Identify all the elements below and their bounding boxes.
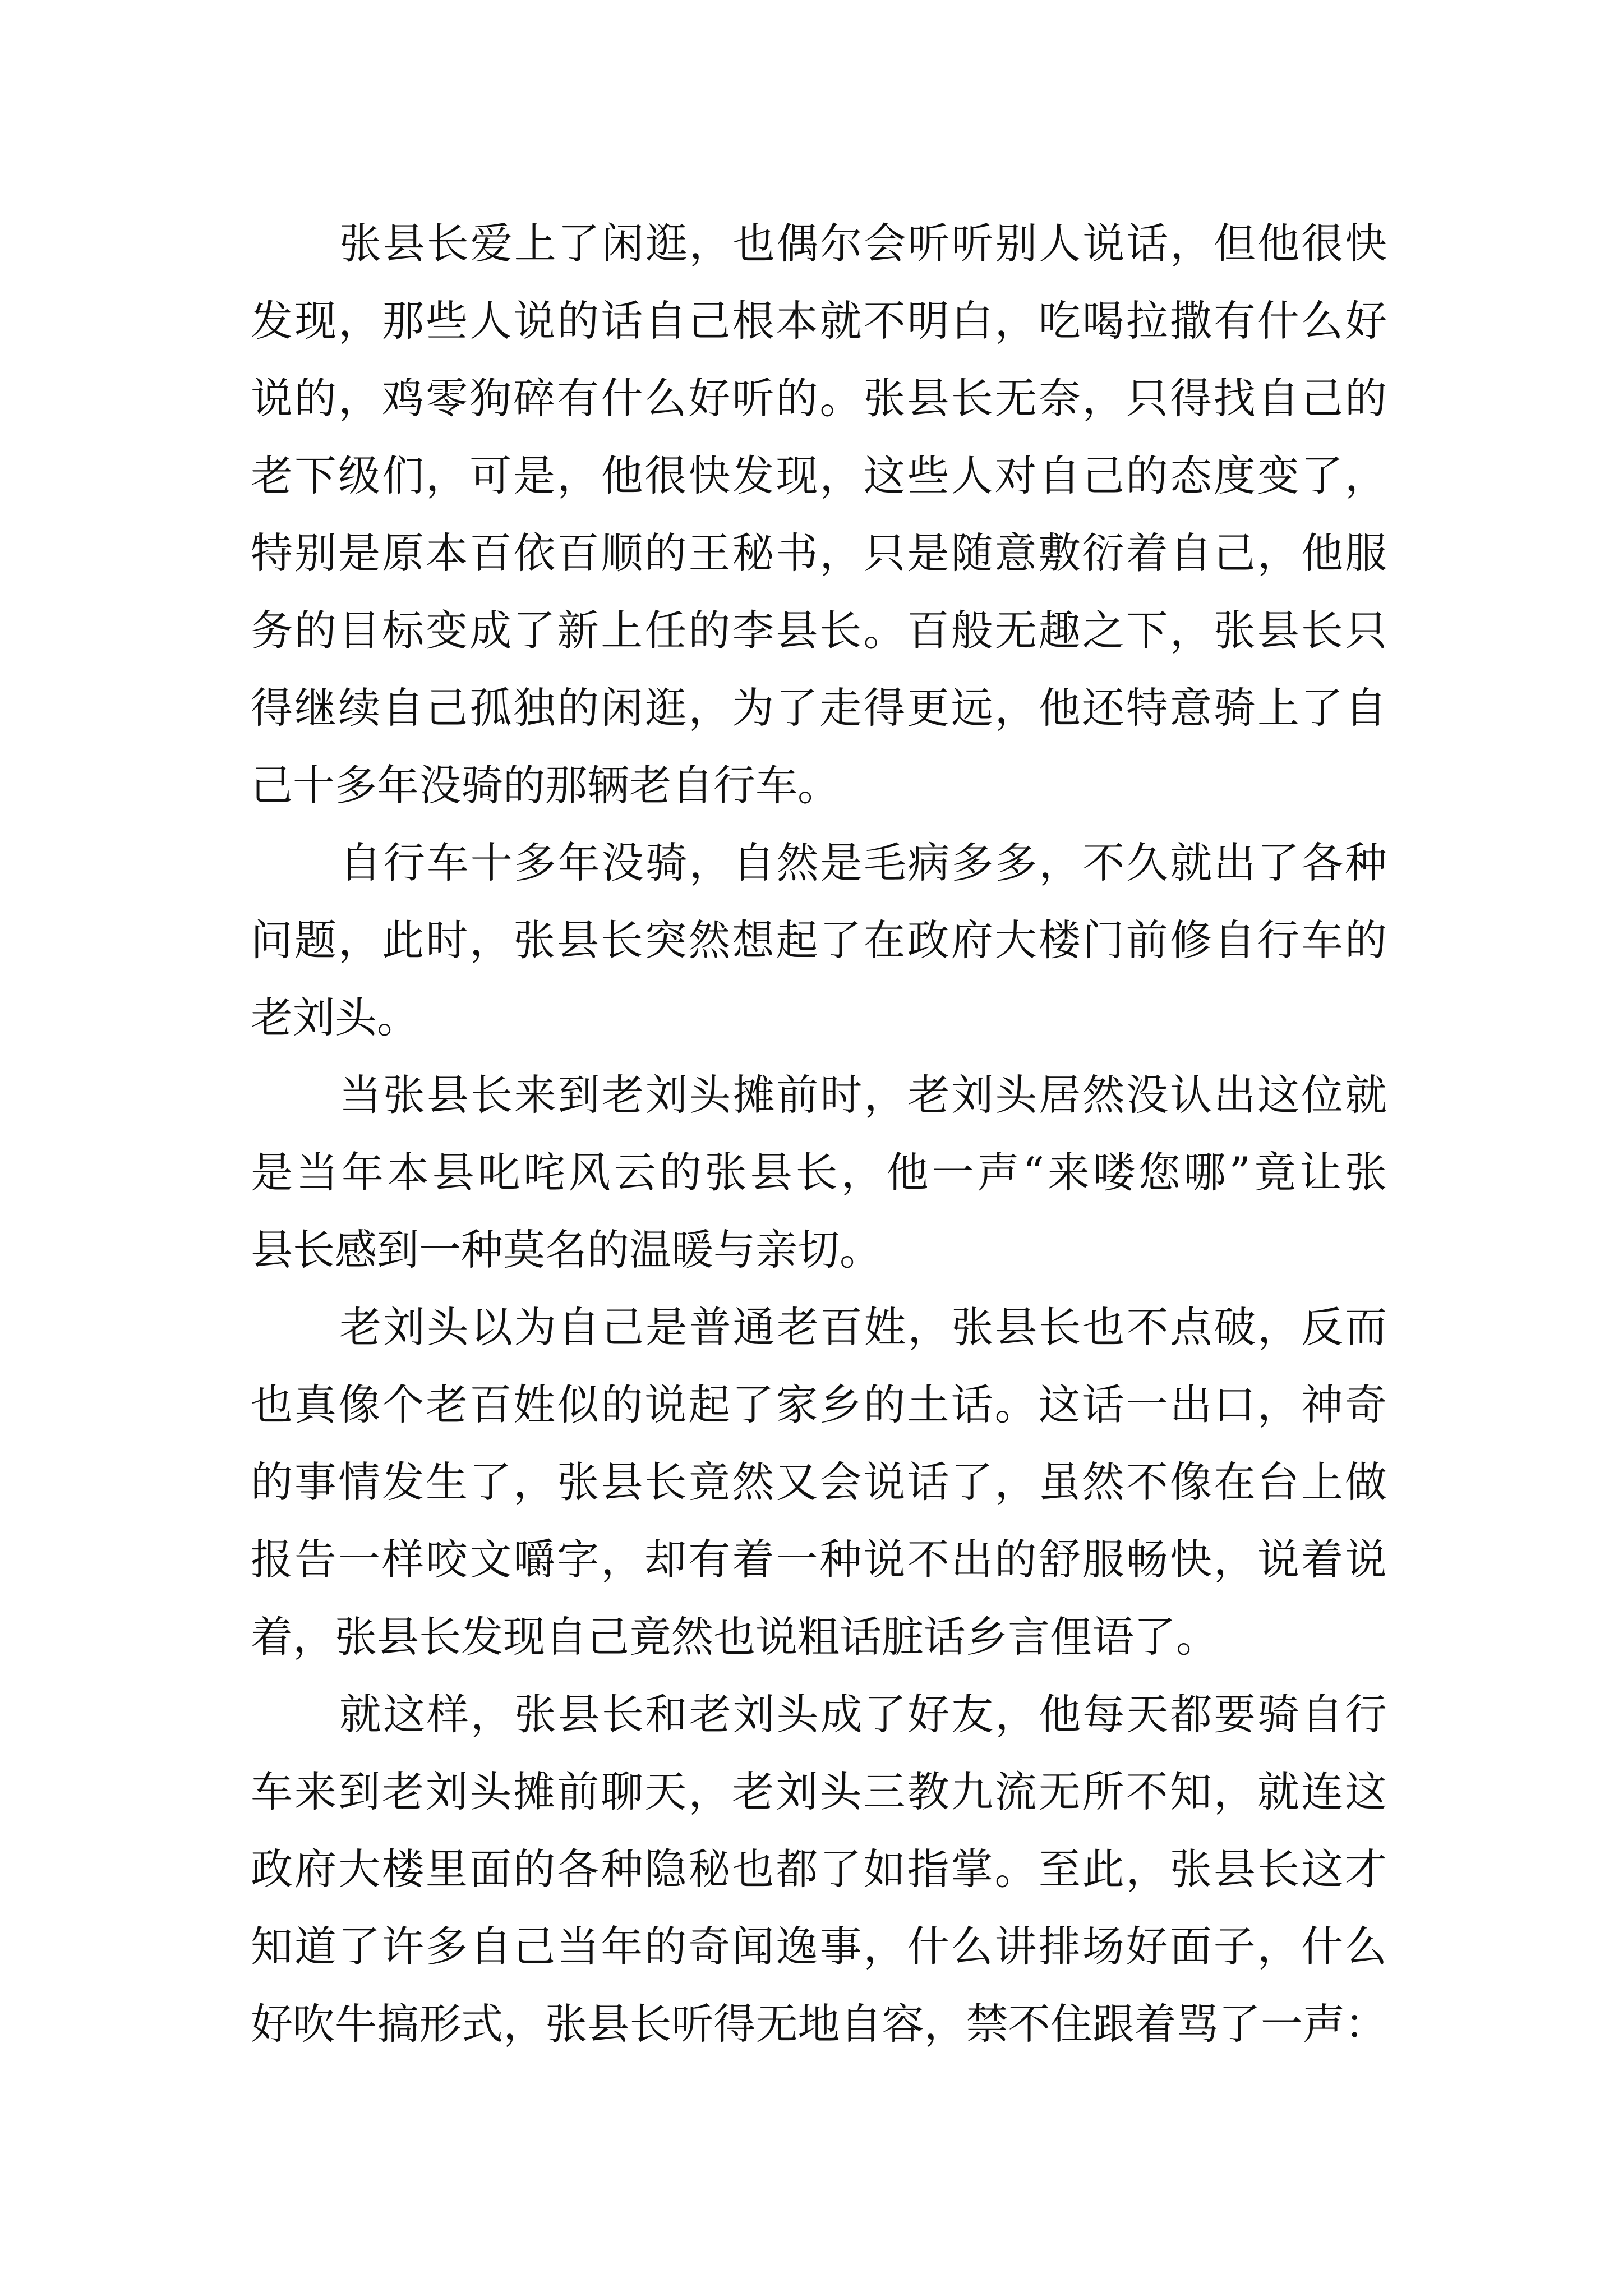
paragraph-3-line-1: 当张县长来到老刘头摊前时，老刘头居然没认出这位就 [339, 1070, 1387, 1120]
paragraph-5-line-4: 知道了许多自己当年的奇闻逸事，什么讲排场好面子，什么 [251, 1922, 1387, 1971]
paragraph-2-line-3: 老刘头。 [251, 993, 419, 1042]
paragraph-4-line-3: 的事情发生了，张县长竟然又会说话了，虽然不像在台上做 [251, 1457, 1387, 1507]
paragraph-1-line-7: 得继续自己孤独的闲逛，为了走得更远，他还特意骑上了自 [251, 683, 1387, 733]
paragraph-3 [251, 1056, 1387, 1289]
paragraph-5-line-3: 政府大楼里面的各种隐秘也都了如指掌。至此，张县长这才 [251, 1844, 1387, 1894]
paragraph-4-line-2: 也真像个老百姓似的说起了家乡的土话。这话一出口，神奇 [251, 1380, 1387, 1429]
paragraph-4 [251, 1289, 1387, 1676]
paragraph-2-line-1: 自行车十多年没骑，自然是毛病多多，不久就出了各种 [339, 838, 1387, 887]
paragraph-4-line-4: 报告一样咬文嚼字，却有着一种说不出的舒服畅快，说着说 [251, 1535, 1387, 1584]
paragraph-5-line-1: 就这样，张县长和老刘头成了好友，他每天都要骑自行 [339, 1690, 1387, 1739]
paragraph-1 [251, 205, 1387, 824]
paragraph-1-line-3: 说的，鸡零狗碎有什么好听的。张县长无奈，只得找自己的 [251, 374, 1387, 423]
paragraph-4-line-5: 着，张县长发现自己竟然也说粗话脏话乡言俚语了。 [251, 1612, 1219, 1662]
paragraph-2-line-2: 问题，此时，张县长突然想起了在政府大楼门前修自行车的 [251, 915, 1387, 965]
paragraph-1-line-4: 老下级们，可是，他很快发现，这些人对自己的态度变了， [251, 451, 1387, 500]
paragraph-4-line-1: 老刘头以为自己是普通老百姓，张县长也不点破，反而 [339, 1303, 1387, 1352]
paragraph-1-line-2: 发现，那些人说的话自己根本就不明白，吃喝拉撒有什么好 [251, 296, 1387, 346]
paragraph-5 [251, 1676, 1387, 2063]
paragraph-5-line-5: 好吹牛搞形式，张县长听得无地自容，禁不住跟着骂了一声： [251, 1999, 1387, 2049]
paragraph-1-line-1: 张县长爱上了闲逛，也偶尔会听听别人说话，但他很快 [339, 219, 1387, 268]
paragraph-1-line-5: 特别是原本百依百顺的王秘书，只是随意敷衍着自己，他服 [251, 528, 1387, 578]
paragraph-5-line-2: 车来到老刘头摊前聊天，老刘头三教九流无所不知，就连这 [251, 1767, 1387, 1816]
paragraph-2 [251, 824, 1387, 1056]
paragraph-3-line-3: 县长感到一种莫名的温暖与亲切。 [251, 1225, 882, 1274]
paragraph-3-line-2: 是当年本县叱咤风云的张县长，他一声“来喽您哪”竟让张 [251, 1148, 1387, 1197]
paragraph-1-line-8: 己十多年没骑的那辆老自行车。 [251, 761, 840, 810]
body-text [251, 205, 1387, 2063]
paragraph-1-line-6: 务的目标变成了新上任的李县长。百般无趣之下，张县长只 [251, 606, 1387, 655]
